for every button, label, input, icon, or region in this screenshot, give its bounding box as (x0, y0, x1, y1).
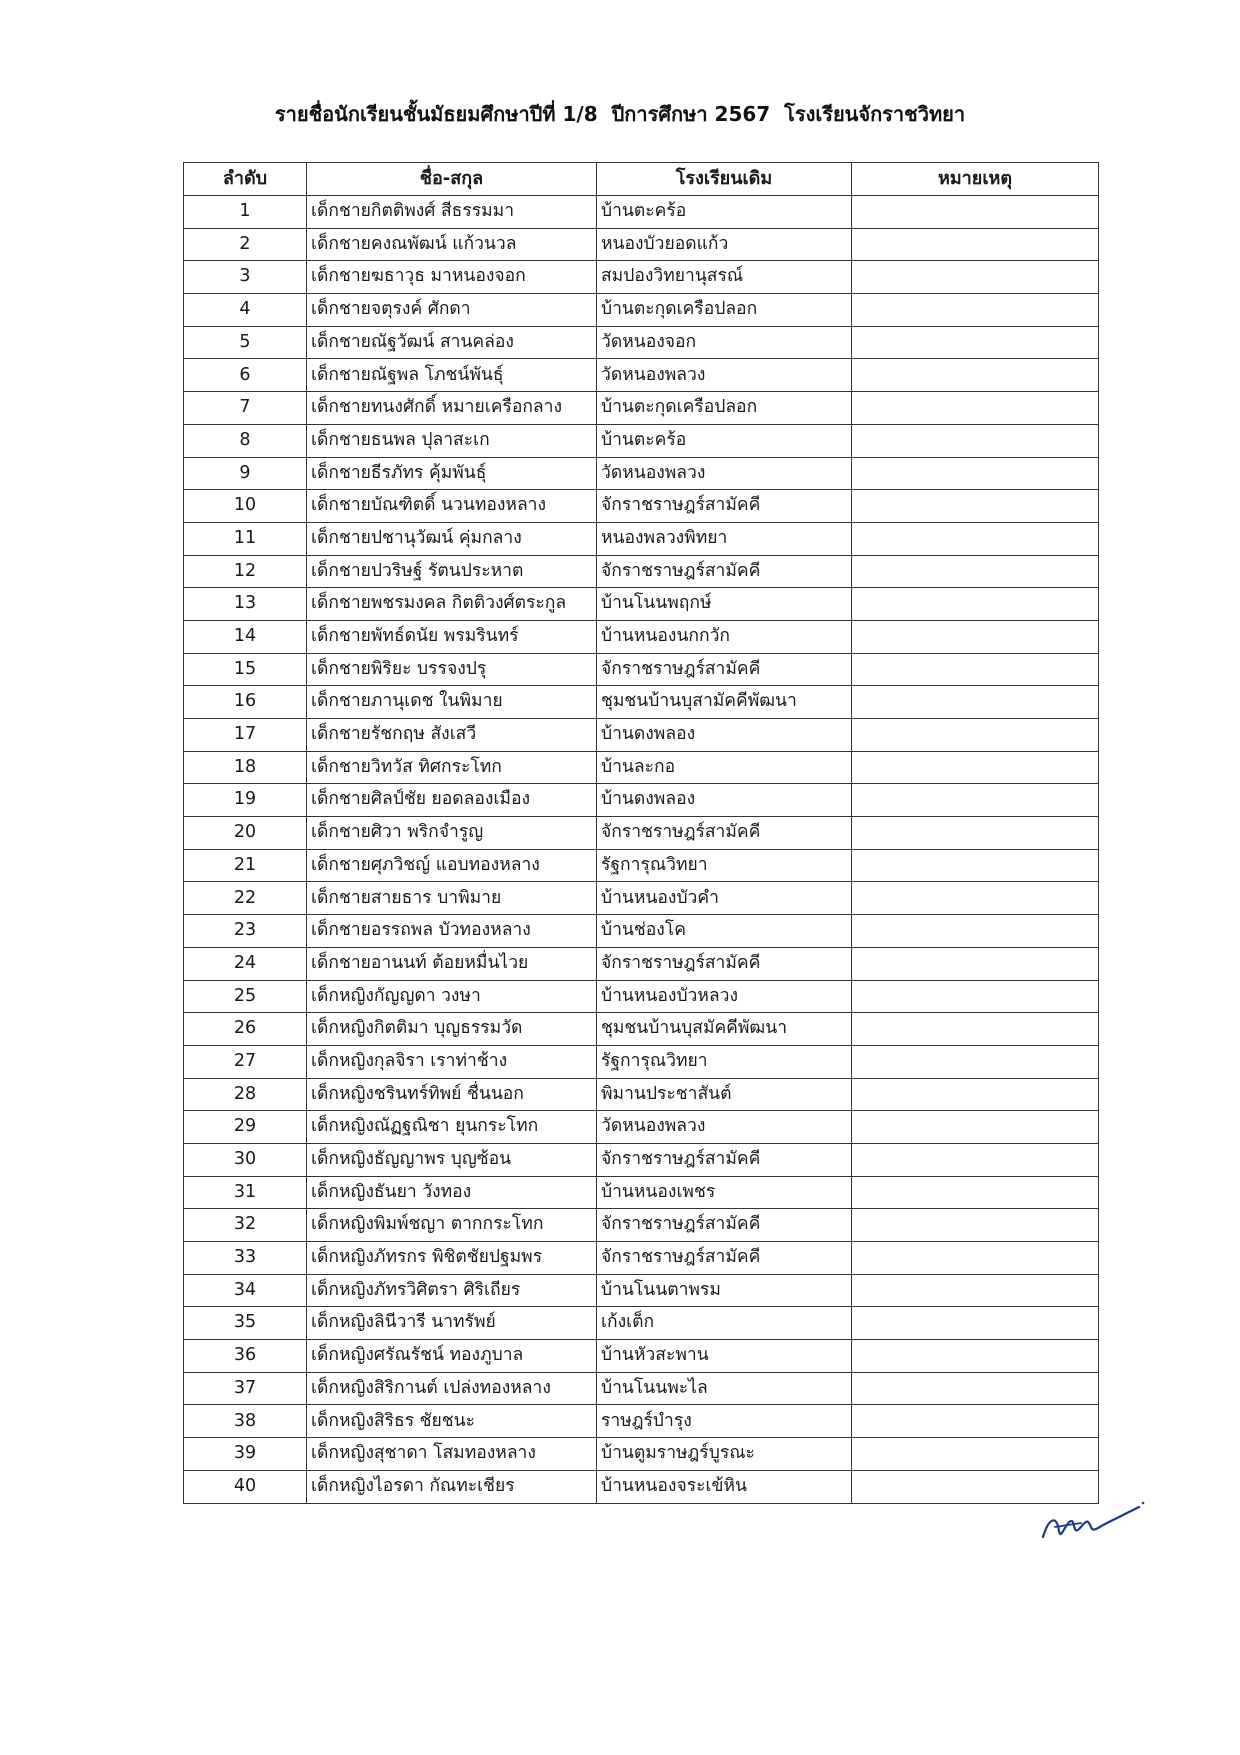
previous-school: วัดหนองพลวง (597, 359, 852, 392)
previous-school: เก้งเต็ก (597, 1307, 852, 1340)
remarks-cell (852, 1209, 1099, 1242)
remarks-cell (852, 1013, 1099, 1046)
previous-school: บ้านตะคร้อ (597, 424, 852, 457)
student-name: เด็กชายณัฐวัฒน์ สานคล่อง (307, 326, 597, 359)
previous-school: ชุมชนบ้านบุสมัคคีพัฒนา (597, 1013, 852, 1046)
table-row (184, 522, 1099, 555)
student-name: เด็กหญิงลินีวารี นาทรัพย์ (307, 1307, 597, 1340)
previous-school: จักราชราษฎร์สามัคคี (597, 817, 852, 850)
table-row (184, 719, 1099, 752)
student-name: เด็กหญิงธัญญาพร บุญซ้อน (307, 1143, 597, 1176)
table-row (184, 196, 1099, 229)
row-number: 1 (184, 196, 307, 229)
table-row (184, 915, 1099, 948)
student-name: เด็กหญิงพิมพ์ชญา ตากกระโทก (307, 1209, 597, 1242)
previous-school: หนองพลวงพิทยา (597, 522, 852, 555)
student-name: เด็กหญิงกัญญดา วงษา (307, 980, 597, 1013)
previous-school: วัดหนองจอก (597, 326, 852, 359)
student-name: เด็กชายอานนท์ ต้อยหมื่นไวย (307, 947, 597, 980)
row-number: 10 (184, 490, 307, 523)
remarks-cell (852, 882, 1099, 915)
previous-school: รัฐการุณวิทยา (597, 849, 852, 882)
table-row (184, 1340, 1099, 1373)
table-row (184, 817, 1099, 850)
row-number: 19 (184, 784, 307, 817)
remarks-cell (852, 653, 1099, 686)
table-row (184, 294, 1099, 327)
student-name: เด็กชายกิตติพงศ์ สีธรรมมา (307, 196, 597, 229)
table-row (184, 1078, 1099, 1111)
student-name: เด็กชายพิริยะ บรรจงปรุ (307, 653, 597, 686)
row-number: 14 (184, 620, 307, 653)
table-row (184, 555, 1099, 588)
remarks-cell (852, 294, 1099, 327)
document-title: รายชื่อนักเรียนชั้นมัธยมศึกษาปีที่ 1/8 ปีการศึกษา 2567 โรงเรียนจักราชวิทยา (274, 102, 966, 126)
remarks-cell (852, 196, 1099, 229)
student-name: เด็กหญิงธันยา วังทอง (307, 1176, 597, 1209)
table-row (184, 490, 1099, 523)
signature-icon (1035, 1497, 1145, 1547)
row-number: 34 (184, 1274, 307, 1307)
student-name: เด็กชายทนงศักดิ์ หมายเครือกลาง (307, 392, 597, 425)
previous-school: บ้านโนนพฤกษ์ (597, 588, 852, 621)
table-row (184, 1143, 1099, 1176)
table-row (184, 1438, 1099, 1471)
student-name: เด็กชายธีรภัทร คุ้มพันธุ์ (307, 457, 597, 490)
row-number: 15 (184, 653, 307, 686)
student-name: เด็กชายสายธาร บาพิมาย (307, 882, 597, 915)
row-number: 21 (184, 849, 307, 882)
remarks-cell (852, 719, 1099, 752)
previous-school: บ้านดงพลอง (597, 784, 852, 817)
student-name: เด็กหญิงไอรดา กัณทะเชียร (307, 1470, 597, 1503)
student-name: เด็กชายรัชกฤษ สังเสวี (307, 719, 597, 752)
student-name: เด็กชายอรรถพล บัวทองหลาง (307, 915, 597, 948)
previous-school: บ้านหนองจระเข้หิน (597, 1470, 852, 1503)
previous-school: พิมานประชาสันต์ (597, 1078, 852, 1111)
row-number: 39 (184, 1438, 307, 1471)
remarks-cell (852, 849, 1099, 882)
row-number: 29 (184, 1111, 307, 1144)
student-name: เด็กหญิงสิริธร ชัยชนะ (307, 1405, 597, 1438)
previous-school: บ้านตะกุดเครือปลอก (597, 294, 852, 327)
remarks-cell (852, 490, 1099, 523)
row-number: 17 (184, 719, 307, 752)
header-remarks: หมายเหตุ (852, 163, 1099, 196)
table-row (184, 1470, 1099, 1503)
previous-school: บ้านดงพลอง (597, 719, 852, 752)
previous-school: จักราชราษฎร์สามัคคี (597, 653, 852, 686)
previous-school: บ้านช่องโค (597, 915, 852, 948)
table-row (184, 457, 1099, 490)
row-number: 36 (184, 1340, 307, 1373)
student-name: เด็กหญิงสุชาดา โสมทองหลาง (307, 1438, 597, 1471)
remarks-cell (852, 261, 1099, 294)
student-name: เด็กชายภานุเดช ในพิมาย (307, 686, 597, 719)
student-name: เด็กหญิงภัทรกร พิชิตชัยปฐมพร (307, 1242, 597, 1275)
student-name: เด็กชายจตุรงค์ ศักดา (307, 294, 597, 327)
student-name: เด็กชายฆธาวุธ มาหนองจอก (307, 261, 597, 294)
remarks-cell (852, 228, 1099, 261)
table-row (184, 1209, 1099, 1242)
remarks-cell (852, 1274, 1099, 1307)
previous-school: บ้านละกอ (597, 751, 852, 784)
remarks-cell (852, 1372, 1099, 1405)
remarks-cell (852, 784, 1099, 817)
table-row (184, 588, 1099, 621)
student-name: เด็กหญิงสิริกานต์ เปล่งทองหลาง (307, 1372, 597, 1405)
remarks-cell (852, 1242, 1099, 1275)
student-name: เด็กชายปวริษฐ์ รัตนประหาต (307, 555, 597, 588)
student-name: เด็กหญิงศรัณรัชน์ ทองภูบาล (307, 1340, 597, 1373)
table-body (184, 196, 1099, 1504)
header-number: ลำดับ (184, 163, 307, 196)
remarks-cell (852, 686, 1099, 719)
row-number: 32 (184, 1209, 307, 1242)
table-row (184, 359, 1099, 392)
table-row (184, 1307, 1099, 1340)
table-row (184, 1274, 1099, 1307)
student-name: เด็กชายวิทวัส ทิศกระโทก (307, 751, 597, 784)
previous-school: หนองบัวยอดแก้ว (597, 228, 852, 261)
remarks-cell (852, 1340, 1099, 1373)
remarks-cell (852, 947, 1099, 980)
table-row (184, 424, 1099, 457)
row-number: 9 (184, 457, 307, 490)
table-row (184, 1013, 1099, 1046)
student-name: เด็กหญิงกุลจิรา เราท่าช้าง (307, 1045, 597, 1078)
remarks-cell (852, 980, 1099, 1013)
row-number: 13 (184, 588, 307, 621)
row-number: 2 (184, 228, 307, 261)
table-row (184, 653, 1099, 686)
row-number: 3 (184, 261, 307, 294)
previous-school: บ้านโนนพะไล (597, 1372, 852, 1405)
table-row (184, 392, 1099, 425)
student-name: เด็กชายศุภวิชญ์ แอบทองหลาง (307, 849, 597, 882)
remarks-cell (852, 620, 1099, 653)
row-number: 11 (184, 522, 307, 555)
row-number: 8 (184, 424, 307, 457)
remarks-cell (852, 817, 1099, 850)
row-number: 22 (184, 882, 307, 915)
row-number: 18 (184, 751, 307, 784)
table-row (184, 686, 1099, 719)
row-number: 25 (184, 980, 307, 1013)
student-name: เด็กชายปชานุวัฒน์ คุ่มกลาง (307, 522, 597, 555)
previous-school: จักราชราษฎร์สามัคคี (597, 1143, 852, 1176)
table-row (184, 228, 1099, 261)
remarks-cell (852, 522, 1099, 555)
student-name: เด็กชายธนพล ปุลาสะเก (307, 424, 597, 457)
remarks-cell (852, 1045, 1099, 1078)
remarks-cell (852, 915, 1099, 948)
table-row (184, 261, 1099, 294)
table-row (184, 620, 1099, 653)
table-row (184, 751, 1099, 784)
remarks-cell (852, 1438, 1099, 1471)
remarks-cell (852, 1405, 1099, 1438)
header-name: ชื่อ-สกุล (307, 163, 597, 196)
previous-school: สมปองวิทยานุสรณ์ (597, 261, 852, 294)
table-row (184, 326, 1099, 359)
previous-school: บ้านหนองเพชร (597, 1176, 852, 1209)
table-row (184, 784, 1099, 817)
previous-school: รัฐการุณวิทยา (597, 1045, 852, 1078)
table-row (184, 1111, 1099, 1144)
remarks-cell (852, 359, 1099, 392)
previous-school: จักราชราษฎร์สามัคคี (597, 555, 852, 588)
table-row (184, 1242, 1099, 1275)
row-number: 31 (184, 1176, 307, 1209)
table-row (184, 980, 1099, 1013)
previous-school: จักราชราษฎร์สามัคคี (597, 947, 852, 980)
row-number: 33 (184, 1242, 307, 1275)
student-name: เด็กชายศิวา พริกจำรูญ (307, 817, 597, 850)
remarks-cell (852, 1111, 1099, 1144)
table-row (184, 947, 1099, 980)
table-row (184, 1405, 1099, 1438)
remarks-cell (852, 555, 1099, 588)
remarks-cell (852, 1078, 1099, 1111)
student-name: เด็กชายพชรมงคล กิตติวงศ์ตระกูล (307, 588, 597, 621)
remarks-cell (852, 457, 1099, 490)
header-previous-school: โรงเรียนเดิม (597, 163, 852, 196)
previous-school: จักราชราษฎร์สามัคคี (597, 1242, 852, 1275)
student-name: เด็กหญิงภัทรวิศิตรา ศิริเถียร (307, 1274, 597, 1307)
row-number: 28 (184, 1078, 307, 1111)
table-header-row (184, 163, 1099, 196)
previous-school: บ้านหนองบัวคำ (597, 882, 852, 915)
student-name: เด็กชายบัณฑิตดิ์ นวนทองหลาง (307, 490, 597, 523)
previous-school: จักราชราษฎร์สามัคคี (597, 490, 852, 523)
row-number: 20 (184, 817, 307, 850)
table-row (184, 849, 1099, 882)
previous-school: จักราชราษฎร์สามัคคี (597, 1209, 852, 1242)
student-name: เด็กหญิงกิตติมา บุญธรรมวัด (307, 1013, 597, 1046)
remarks-cell (852, 588, 1099, 621)
previous-school: บ้านหัวสะพาน (597, 1340, 852, 1373)
previous-school: บ้านตะกุดเครือปลอก (597, 392, 852, 425)
table-row (184, 1372, 1099, 1405)
remarks-cell (852, 424, 1099, 457)
remarks-cell (852, 392, 1099, 425)
previous-school: บ้านหนองบัวหลวง (597, 980, 852, 1013)
table-row (184, 882, 1099, 915)
row-number: 27 (184, 1045, 307, 1078)
row-number: 16 (184, 686, 307, 719)
row-number: 4 (184, 294, 307, 327)
remarks-cell (852, 326, 1099, 359)
row-number: 40 (184, 1470, 307, 1503)
previous-school: บ้านหนองนกกวัก (597, 620, 852, 653)
row-number: 24 (184, 947, 307, 980)
student-name: เด็กชายศิลป์ชัย ยอดลองเมือง (307, 784, 597, 817)
previous-school: บ้านโนนตาพรม (597, 1274, 852, 1307)
student-name: เด็กชายณัฐพล โภชน์พันธุ์ (307, 359, 597, 392)
row-number: 30 (184, 1143, 307, 1176)
remarks-cell (852, 1143, 1099, 1176)
previous-school: ชุมชนบ้านบุสามัคคีพัฒนา (597, 686, 852, 719)
previous-school: บ้านตูมราษฎร์บูรณะ (597, 1438, 852, 1471)
student-name: เด็กหญิงชรินทร์ทิพย์ ชื่นนอก (307, 1078, 597, 1111)
table-row (184, 1045, 1099, 1078)
student-name: เด็กหญิงณัฏฐณิชา ยุนกระโทก (307, 1111, 597, 1144)
student-name: เด็กชายพัทธ์ดนัย พรมรินทร์ (307, 620, 597, 653)
remarks-cell (852, 1176, 1099, 1209)
row-number: 35 (184, 1307, 307, 1340)
student-roster-table (183, 162, 1099, 1504)
row-number: 12 (184, 555, 307, 588)
previous-school: วัดหนองพลวง (597, 457, 852, 490)
previous-school: ราษฎร์บำรุง (597, 1405, 852, 1438)
remarks-cell (852, 751, 1099, 784)
row-number: 26 (184, 1013, 307, 1046)
row-number: 37 (184, 1372, 307, 1405)
student-name: เด็กชายคงณพัฒน์ แก้วนวล (307, 228, 597, 261)
row-number: 5 (184, 326, 307, 359)
row-number: 38 (184, 1405, 307, 1438)
previous-school: บ้านตะคร้อ (597, 196, 852, 229)
row-number: 6 (184, 359, 307, 392)
remarks-cell (852, 1307, 1099, 1340)
previous-school: วัดหนองพลวง (597, 1111, 852, 1144)
row-number: 23 (184, 915, 307, 948)
row-number: 7 (184, 392, 307, 425)
table-row (184, 1176, 1099, 1209)
